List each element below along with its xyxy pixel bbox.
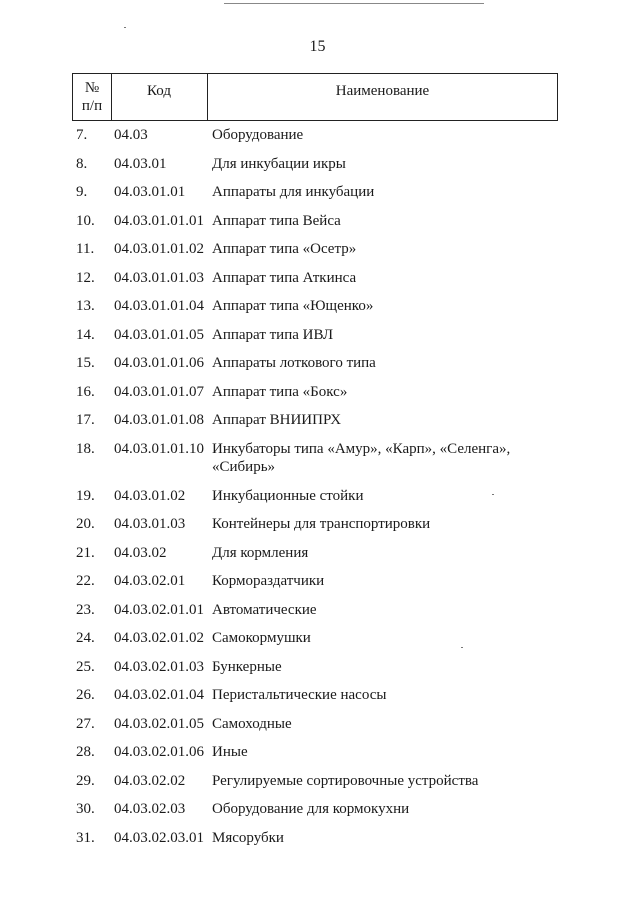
- table-row: [76, 326, 536, 355]
- row-name: Оборудование для кормокухни: [212, 801, 410, 817]
- row-number: 23.: [76, 601, 95, 618]
- table-row: [76, 269, 536, 298]
- row-number: 18.: [76, 440, 95, 457]
- row-name: Инкубаторы типа «Амур», «Карп», «Селенга», «Сибирь»: [212, 440, 511, 475]
- row-code: 04.03.02.02: [114, 772, 186, 789]
- row-number: 24.: [76, 630, 95, 646]
- row-code: 04.03.02.03: [114, 801, 186, 817]
- row-name: Самокормушки: [212, 630, 311, 646]
- row-name: Мясорубки: [212, 829, 284, 846]
- row-name: Перистальтические насосы: [212, 687, 387, 703]
- row-code: 04.03.01.01.03: [114, 269, 204, 286]
- row-number: 21.: [76, 544, 95, 561]
- row-number: 8.: [76, 155, 88, 172]
- row-code: 04.03.01.01.02: [114, 241, 204, 257]
- row-code: 04.03.01.02: [114, 487, 186, 504]
- table-row: [76, 829, 536, 858]
- row-code: 04.03: [114, 127, 148, 143]
- row-name: Аппарат ВНИИПРХ: [212, 412, 342, 428]
- table-row: [76, 155, 536, 184]
- row-number: 20.: [76, 516, 95, 532]
- table-row: [76, 383, 536, 412]
- row-code: 04.03.02.03.01: [114, 829, 204, 846]
- row-name: Для кормления: [212, 544, 309, 561]
- row-code: 04.03.02.01.05: [114, 715, 204, 732]
- table-row: [76, 800, 536, 829]
- row-number: 10.: [76, 212, 95, 229]
- table-row: [76, 411, 536, 440]
- row-number: 11.: [76, 241, 95, 257]
- row-name: Оборудование: [212, 127, 304, 143]
- table-row: [76, 686, 536, 715]
- row-name: Регулируемые сортировочные устройства: [212, 772, 479, 789]
- table-row: [76, 658, 536, 687]
- row-number: 19.: [76, 487, 95, 504]
- table-row: [76, 515, 536, 544]
- row-number: 14.: [76, 326, 95, 343]
- table-row: [76, 743, 536, 772]
- row-code: 04.03.01.01.05: [114, 326, 204, 343]
- row-name: Инкубационные стойки: [212, 487, 364, 504]
- table-row: [76, 126, 536, 155]
- row-number: 9.: [76, 184, 88, 200]
- scan-top-edge-line: [224, 3, 484, 4]
- row-number: 17.: [76, 412, 95, 428]
- row-name: Кормораздатчики: [212, 573, 325, 589]
- table-header: [72, 73, 558, 121]
- row-code: 04.03.01: [114, 155, 167, 172]
- table-row: [76, 572, 536, 601]
- row-code: 04.03.01.01.04: [114, 298, 204, 314]
- table-row: [76, 601, 536, 630]
- row-number: 26.: [76, 687, 95, 703]
- row-code: 04.03.02.01.03: [114, 658, 204, 675]
- row-code: 04.03.01.01.07: [114, 383, 204, 400]
- row-name: Контейнеры для транспортировки: [212, 516, 431, 532]
- table-row: [76, 212, 536, 241]
- row-code: 04.03.01.01: [114, 184, 186, 200]
- row-code: 04.03.02.01: [114, 573, 186, 589]
- row-number: 27.: [76, 715, 95, 732]
- header-name-column: Наименование: [335, 83, 430, 99]
- row-number: 30.: [76, 801, 95, 817]
- row-number: 25.: [76, 658, 95, 675]
- row-name: Аппараты для инкубации: [212, 184, 375, 200]
- row-number: 22.: [76, 573, 95, 589]
- row-code: 04.03.02.01.04: [114, 687, 204, 703]
- table-row: [76, 772, 536, 801]
- row-code: 04.03.01.01.08: [114, 412, 204, 428]
- table-row: [76, 544, 536, 573]
- table-body: [76, 126, 536, 857]
- header-number-column: [73, 74, 112, 120]
- row-name: Аппараты лоткового типа: [212, 355, 376, 371]
- row-name: Аппарат типа «Бокс»: [212, 383, 348, 400]
- table-row: [76, 240, 536, 269]
- header-number-line1: №: [84, 80, 100, 96]
- row-name: Автоматические: [212, 601, 317, 618]
- header-number-line2: п/п: [81, 98, 103, 114]
- scan-speck: [124, 27, 126, 28]
- row-name: Бункерные: [212, 658, 282, 675]
- table-row: [76, 183, 536, 212]
- row-name: Аппарат типа «Ющенко»: [212, 298, 374, 314]
- row-number: 12.: [76, 269, 95, 286]
- row-code: 04.03.01.01.01: [114, 212, 204, 229]
- row-number: 7.: [76, 127, 88, 143]
- table-row: [76, 715, 536, 744]
- row-code: 04.03.02: [114, 544, 167, 561]
- table-row: [76, 354, 536, 383]
- row-code: 04.03.02.01.01: [114, 601, 204, 618]
- row-number: 16.: [76, 383, 95, 400]
- row-name: Для инкубации икры: [212, 155, 346, 172]
- row-number: 15.: [76, 355, 95, 371]
- row-number: 28.: [76, 744, 95, 760]
- header-code-column: Код: [111, 74, 208, 120]
- table-row: [76, 629, 536, 658]
- row-code: 04.03.01.01.06: [114, 355, 204, 371]
- row-number: 29.: [76, 772, 95, 789]
- row-number: 13.: [76, 298, 95, 314]
- row-number: 31.: [76, 829, 95, 846]
- row-code: 04.03.02.01.02: [114, 630, 204, 646]
- row-code: 04.03.01.01.10: [114, 440, 204, 457]
- row-name: Аппарат типа Аткинса: [212, 269, 357, 286]
- page-number: 15: [309, 38, 326, 55]
- row-name: Самоходные: [212, 715, 292, 732]
- row-code: 04.03.01.03: [114, 516, 186, 532]
- row-name: Аппарат типа «Осетр»: [212, 241, 357, 257]
- row-name: Аппарат типа Вейса: [212, 212, 341, 229]
- table-row: [76, 297, 536, 326]
- table-row: [76, 440, 536, 487]
- row-code: 04.03.02.01.06: [114, 744, 204, 760]
- table-row: [76, 487, 536, 516]
- row-name: Иные: [212, 744, 248, 760]
- row-name: Аппарат типа ИВЛ: [212, 326, 334, 343]
